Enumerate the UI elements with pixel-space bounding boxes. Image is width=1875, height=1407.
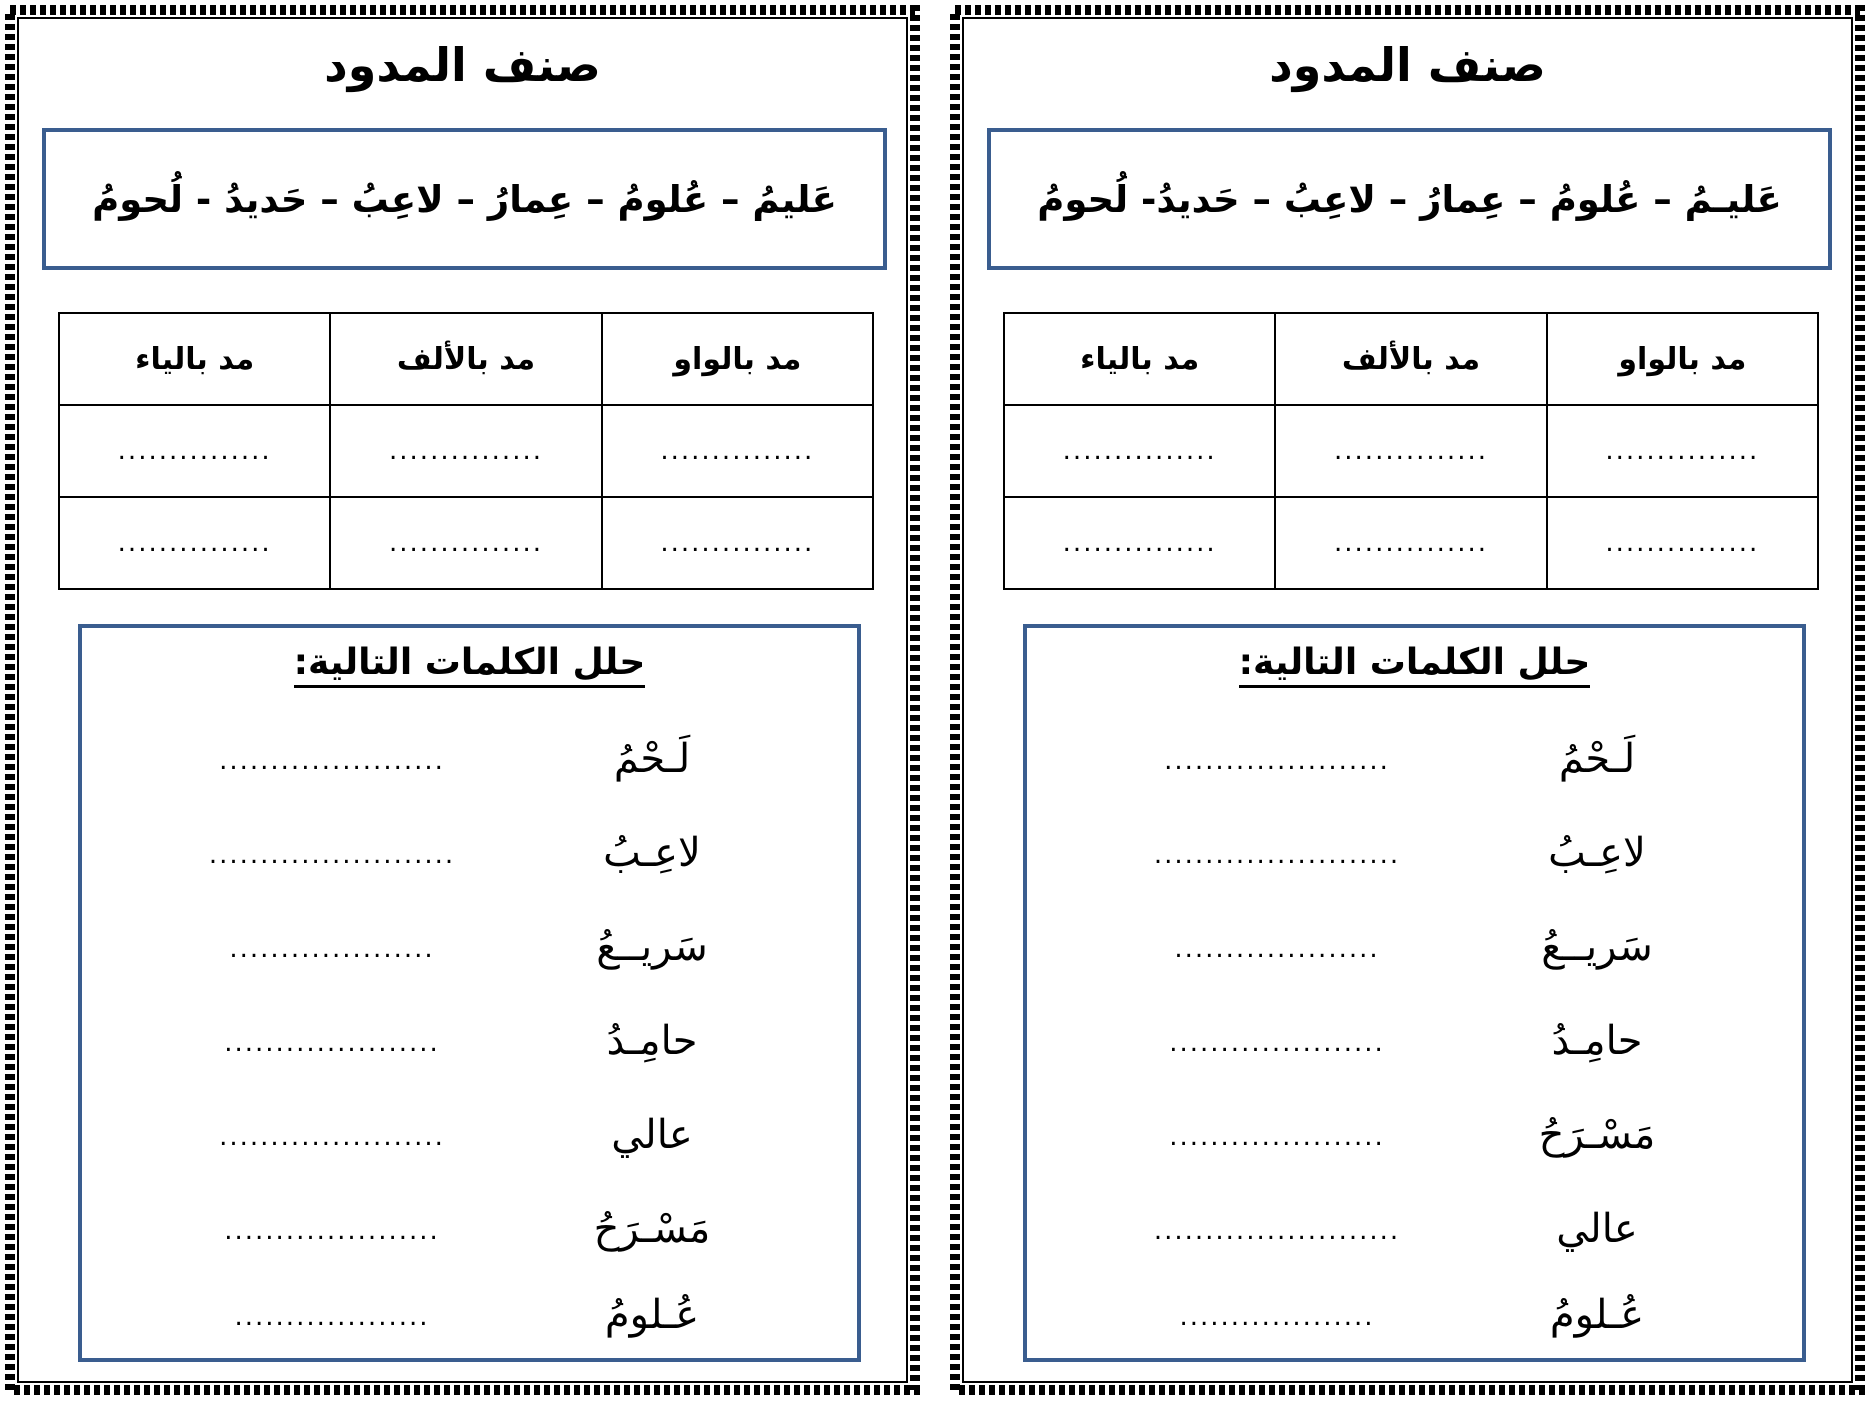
analyze-box bbox=[1023, 624, 1806, 1362]
blank-cell[interactable]: ............... bbox=[602, 405, 873, 497]
header-alif: مد بالألف bbox=[330, 313, 601, 405]
header-yaa: مد بالياء bbox=[1004, 313, 1275, 405]
blank-cell[interactable]: ............... bbox=[602, 497, 873, 589]
blank-cell[interactable]: ............... bbox=[1547, 405, 1818, 497]
analyze-row: سَريــعُ .................... bbox=[229, 924, 708, 970]
sort-table bbox=[1003, 312, 1819, 590]
analyze-row: لَـحْمُ ...................... bbox=[1164, 736, 1636, 782]
analyze-row: سَريــعُ .................... bbox=[1174, 924, 1653, 970]
word-list-box: عَليـمُ – عُلومُ – عِمارُ – لاعِبُ – حَديدُ- لُحومُ bbox=[987, 128, 1832, 270]
analyze-box bbox=[78, 624, 861, 1362]
analyze-title: حلل الكلمات التالية: bbox=[1027, 642, 1802, 683]
blank-cell[interactable]: ............... bbox=[1004, 497, 1275, 589]
analyze-row: عُـلومُ ................... bbox=[1179, 1292, 1645, 1338]
page-title: صنف المدود bbox=[324, 38, 601, 92]
header-alif: مد بالألف bbox=[1275, 313, 1546, 405]
analyze-row: حامِـدُ ..................... bbox=[1169, 1018, 1643, 1064]
blank-cell[interactable]: ............... bbox=[330, 497, 601, 589]
analyze-row: مَسْـرَحُ ..................... bbox=[1169, 1112, 1656, 1158]
page-title: صنف المدود bbox=[1269, 38, 1546, 92]
analyze-row: عُـلومُ ................... bbox=[234, 1292, 700, 1338]
analyze-row: عالي ........................ bbox=[1153, 1206, 1638, 1252]
analyze-row: لاعِـبُ ........................ bbox=[1153, 830, 1646, 876]
analyze-row: حامِـدُ ..................... bbox=[224, 1018, 698, 1064]
header-waw: مد بالواو bbox=[1547, 313, 1818, 405]
analyze-row: عالي ...................... bbox=[219, 1112, 693, 1158]
analyze-title: حلل الكلمات التالية: bbox=[82, 642, 857, 683]
blank-cell[interactable]: ............... bbox=[1275, 405, 1546, 497]
header-waw: مد بالواو bbox=[602, 313, 873, 405]
analyze-row: لَـحْمُ ...................... bbox=[219, 736, 691, 782]
word-list-box: عَليمُ – عُلومُ – عِمارُ – لاعِبُ – حَديدُ - لُحومُ bbox=[42, 128, 887, 270]
blank-cell[interactable]: ............... bbox=[330, 405, 601, 497]
header-yaa: مد بالياء bbox=[59, 313, 330, 405]
blank-cell[interactable]: ............... bbox=[1004, 405, 1275, 497]
sort-table bbox=[58, 312, 874, 590]
blank-cell[interactable]: ............... bbox=[59, 497, 330, 589]
blank-cell[interactable]: ............... bbox=[1547, 497, 1818, 589]
worksheet-left bbox=[0, 0, 925, 1400]
blank-cell[interactable]: ............... bbox=[59, 405, 330, 497]
analyze-row: لاعِـبُ ........................ bbox=[208, 830, 701, 876]
worksheet-right bbox=[945, 0, 1870, 1400]
analyze-row: مَسْـرَحُ ..................... bbox=[224, 1206, 711, 1252]
blank-cell[interactable]: ............... bbox=[1275, 497, 1546, 589]
